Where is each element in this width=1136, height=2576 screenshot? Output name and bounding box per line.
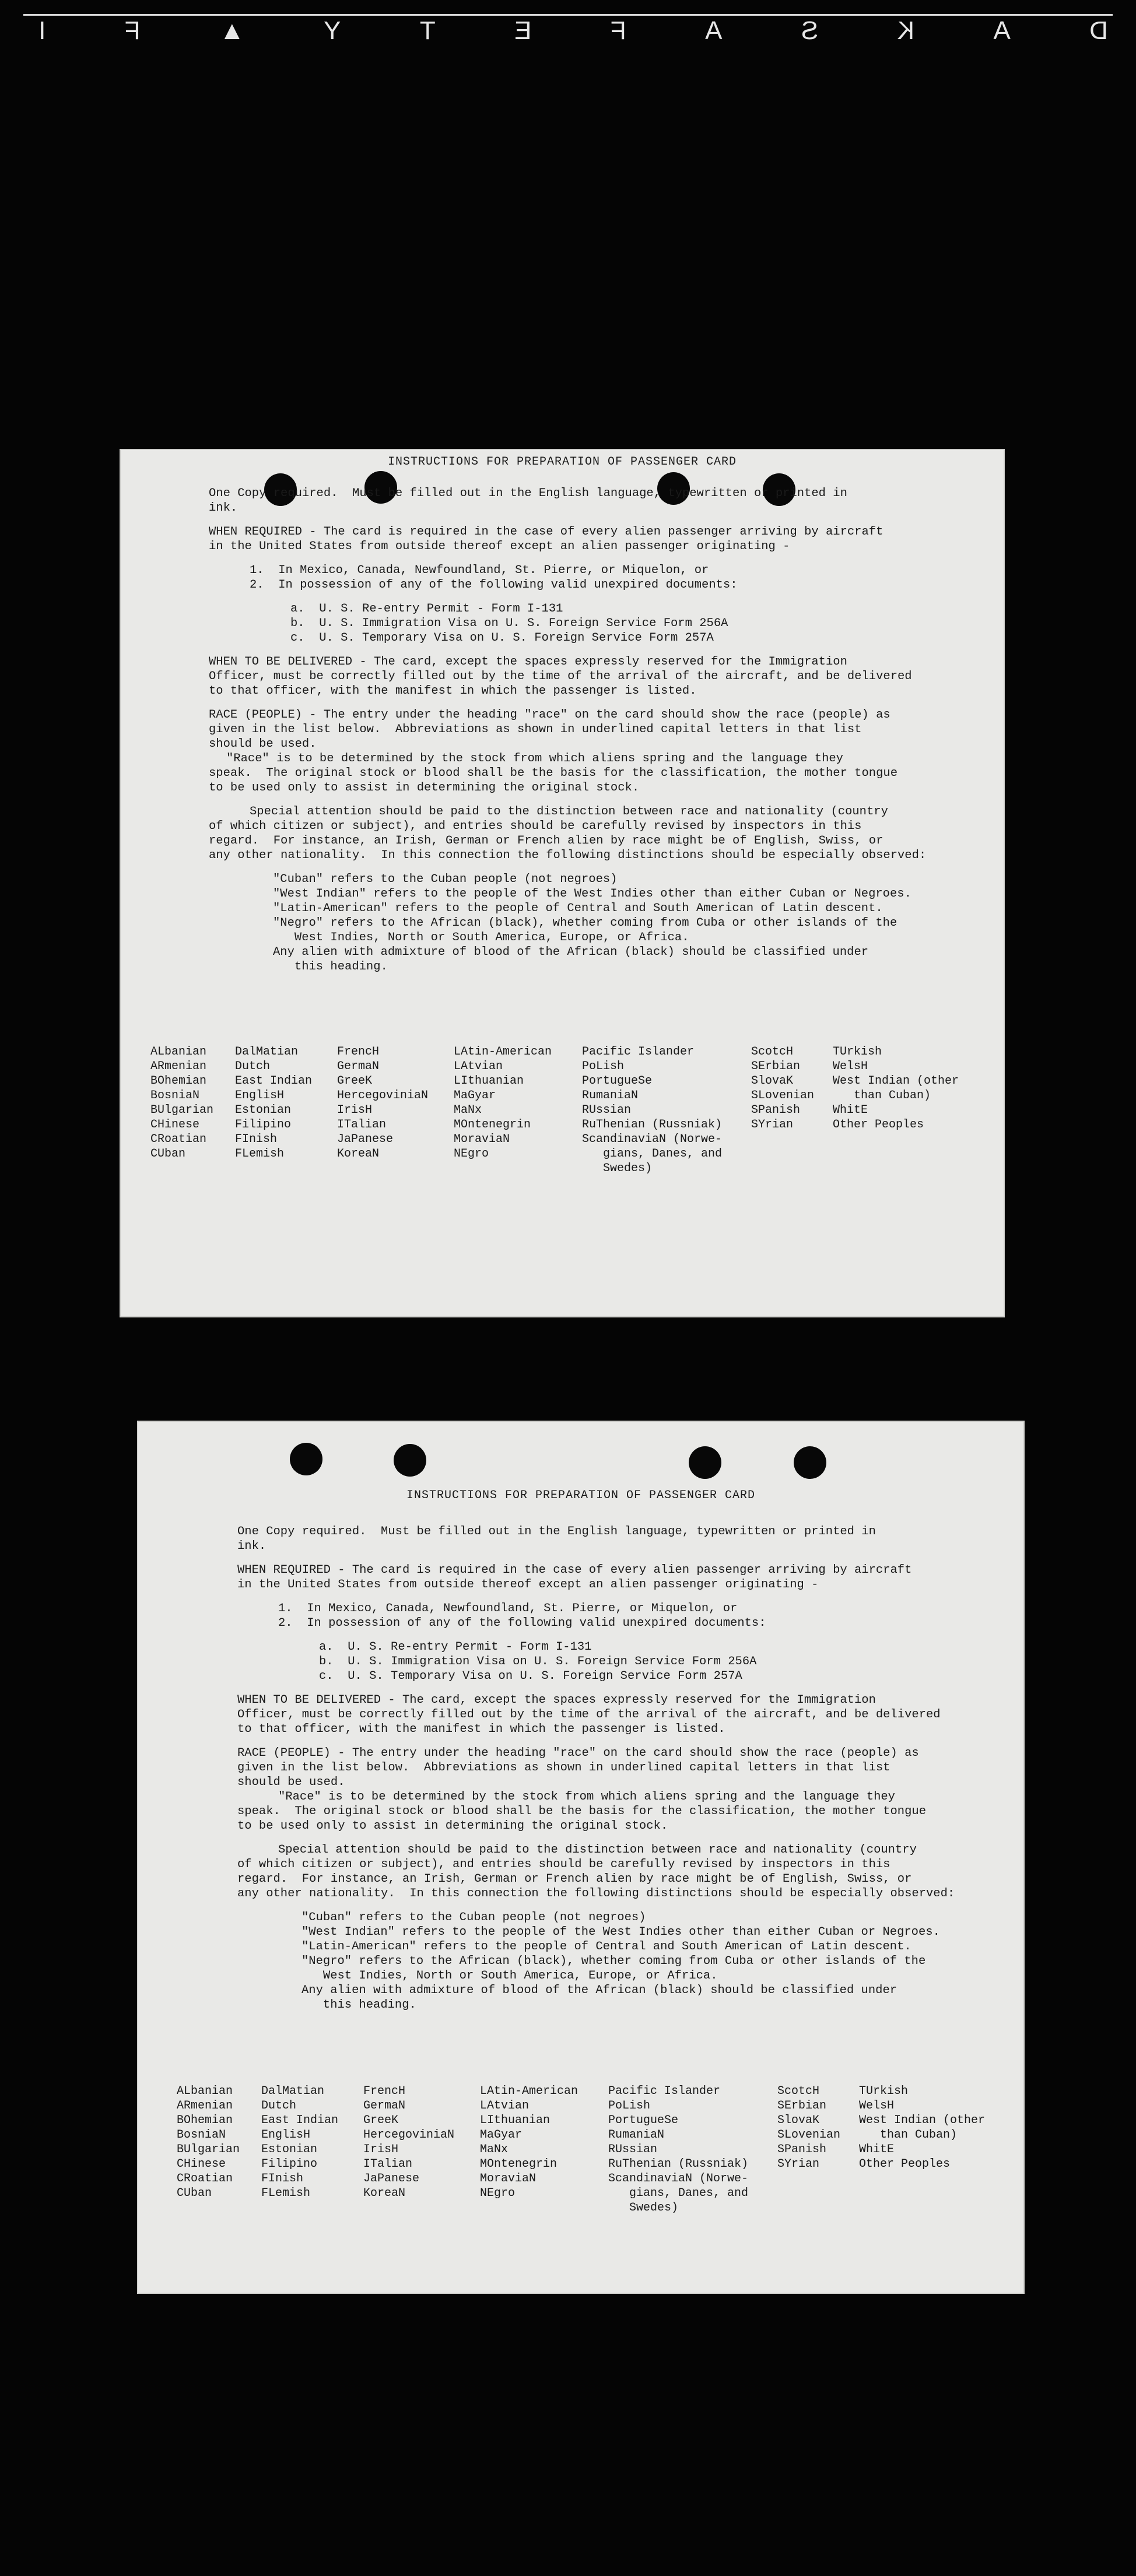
race-item: CUban [150, 1147, 186, 1161]
race-item: RUssian [608, 2143, 658, 2156]
distinctions-list: "Cuban" refers to the Cuban people (not negroes) "West Indian" refers to the people of the West Indies other than either Cuban or Negroes. "Latin-American" refers to the people of Central and South American of Latin descent. "Negro" refers to the African (black), whether coming from Cuba or other islands of the West Indies, North or South America, Europe, or Africa. Any alien with admixture of blood of the African (black) should be classified under this heading. [273, 873, 911, 974]
race-item: SLovenian [751, 1089, 815, 1102]
race-item: DalMatian [261, 2085, 325, 2098]
race-item: LAtin-American [454, 1045, 552, 1059]
race-item: than Cuban) [833, 1089, 931, 1102]
race-determined-paragraph: "Race" is to be determined by the stock from which aliens spring and the language they speak. The original stock or blood shall be the basis for the classification, the mother tongue to be used only to assist in determining the original stock. [237, 1790, 926, 1833]
race-item: NEgro [454, 1147, 489, 1161]
document-text [120, 449, 1005, 1317]
race-column [363, 2084, 480, 2215]
race-item: BosniaN [177, 2128, 226, 2142]
race-item: SLovenian [777, 2128, 841, 2142]
race-item: IrisH [363, 2143, 399, 2156]
film-header-rule [23, 14, 1113, 16]
race-item: WhitE [859, 2143, 895, 2156]
conditions-list: 1. In Mexico, Canada, Newfoundland, St. Pierre, or Miquelon, or 2. In possession of any of the following valid unexpired documents: [250, 564, 738, 592]
when-delivered-paragraph: WHEN TO BE DELIVERED - The card, except the spaces expressly reserved for the Immigration Officer, must be correctly filled out by the time of the arrival of the aircraft, and be delivered to that officer, with the manifest in which the passenger is listed. [209, 655, 912, 698]
race-column [480, 2084, 608, 2215]
when-delivered-paragraph: WHEN TO BE DELIVERED - The card, except the spaces expressly reserved for the Immigration Officer, must be correctly filled out by the time of the arrival of the aircraft, and be delivered to that officer, with the manifest in which the passenger is listed. [237, 1693, 941, 1736]
race-item: PortugueSe [582, 1074, 653, 1088]
race-item: PoLish [582, 1060, 625, 1073]
race-item: PortugueSe [608, 2114, 679, 2127]
document-title: INSTRUCTIONS FOR PREPARATION OF PASSENGER CARD [406, 1489, 756, 1502]
document-body [237, 1524, 1007, 2012]
race-item: WhitE [833, 1104, 868, 1117]
document-text [137, 1421, 1025, 2294]
documents-list: a. U. S. Re-entry Permit - Form I-131 b. U. S. Immigration Visa on U. S. Foreign Service Form 256A c. U. S. Temporary Visa on U. S. Foreign Service Form 257A [290, 602, 728, 645]
race-item: West Indian (other [833, 1074, 959, 1088]
film-header-strip [0, 0, 1136, 52]
race-item: Pacific Islander [582, 1045, 695, 1059]
race-item: PoLish [608, 2099, 651, 2113]
race-item: Estonian [235, 1104, 292, 1117]
distinctions-list: "Cuban" refers to the Cuban people (not negroes) "West Indian" refers to the people of the West Indies other than either Cuban or Negroes. "Latin-American" refers to the people of Central and South American of Latin descent. "Negro" refers to the African (black), whether coming from Cuba or other islands of the West Indies, North or South America, Europe, or Africa. Any alien with admixture of blood of the African (black) should be classified under this heading. [301, 1911, 940, 2012]
film-letter: T [416, 16, 436, 45]
race-item: FInish [261, 2172, 304, 2185]
film-letter: F [121, 16, 141, 45]
race-item: GreeK [363, 2114, 399, 2127]
race-item: KoreaN [337, 1147, 380, 1161]
race-item: ScandinaviaN (Norwe- [608, 2172, 749, 2185]
race-column [235, 1045, 337, 1176]
race-determined-paragraph: "Race" is to be determined by the stock from which aliens spring and the language they speak. The original stock or blood shall be the basis for the classification, the mother tongue to be used only to assist in determining the original stock. [209, 752, 897, 795]
race-item: BUlgarian [177, 2143, 240, 2156]
race-item: RUssian [582, 1104, 632, 1117]
race-column [582, 1045, 751, 1176]
race-item: SlovaK [777, 2114, 820, 2127]
race-item: LAtin-American [480, 2085, 578, 2098]
document-page-2 [137, 1421, 1025, 2294]
race-item: IrisH [337, 1104, 373, 1117]
film-letter: D [1086, 16, 1108, 45]
race-item: GermaN [363, 2099, 406, 2113]
race-column [777, 2084, 859, 2215]
race-item: ScandinaviaN (Norwe- [582, 1133, 723, 1146]
document-body [209, 486, 979, 974]
document-page-1 [120, 449, 1005, 1317]
intro-paragraph: One Copy required. Must be filled out in the English language, typewritten or printed in ink. [209, 487, 847, 515]
race-item: MaGyar [454, 1089, 496, 1102]
race-item: MOntenegrin [454, 1118, 531, 1131]
document-title: INSTRUCTIONS FOR PREPARATION OF PASSENGER CARD [387, 455, 737, 469]
race-item: CHinese [150, 1118, 200, 1131]
race-item: FInish [235, 1133, 278, 1146]
race-item: Filipino [235, 1118, 292, 1131]
film-letter: A [990, 16, 1011, 45]
race-item: MaNx [454, 1104, 482, 1117]
race-item: LIthuanian [454, 1074, 524, 1088]
race-item: TUrkish [859, 2085, 909, 2098]
race-column [833, 1045, 979, 1176]
race-item: LIthuanian [480, 2114, 551, 2127]
race-item: Other Peoples [833, 1118, 924, 1131]
race-column [177, 2084, 261, 2215]
film-letter: S [797, 16, 819, 45]
race-item: Swedes) [582, 1162, 653, 1175]
conditions-list: 1. In Mexico, Canada, Newfoundland, St. Pierre, or Miquelon, or 2. In possession of any of the following valid unexpired documents: [278, 1602, 766, 1630]
special-attention-paragraph: Special attention should be paid to the distinction between race and nationality (country of which citizen or subject), and entries should be carefully revised by inspectors in this regard. For instance, an Irish, German or French alien by race might be of English, Swiss, or any other nationality. In this connection the following distinctions should be especially observed: [237, 1843, 955, 1900]
race-item: East Indian [261, 2114, 339, 2127]
race-item: SErbian [751, 1060, 801, 1073]
when-required-paragraph: WHEN REQUIRED - The card is required in the case of every alien passenger arriving by aircraft in the United States from outside thereof except an alien passenger originating - [237, 1563, 912, 1591]
race-item: NEgro [480, 2187, 516, 2200]
race-item: Other Peoples [859, 2157, 951, 2171]
race-item: LAtvian [480, 2099, 530, 2113]
race-item: MOntenegrin [480, 2157, 558, 2171]
race-item: GreeK [337, 1074, 373, 1088]
race-item: HercegoviniaN [337, 1089, 429, 1102]
race-item: RumaniaN [582, 1089, 639, 1102]
film-letter: Y [320, 16, 341, 45]
race-item: WelsH [859, 2099, 895, 2113]
race-column [337, 1045, 454, 1176]
race-item: Dutch [261, 2099, 297, 2113]
race-item: CRoatian [150, 1133, 207, 1146]
race-item: BOhemian [150, 1074, 207, 1088]
race-item: ARmenian [150, 1060, 207, 1073]
film-letter: F [606, 16, 626, 45]
race-column [751, 1045, 833, 1176]
when-required-paragraph: WHEN REQUIRED - The card is required in the case of every alien passenger arriving by aircraft in the United States from outside thereof except an alien passenger originating - [209, 525, 883, 553]
race-item: CRoatian [177, 2172, 233, 2185]
race-item: ARmenian [177, 2099, 233, 2113]
race-item: SPanish [751, 1104, 801, 1117]
race-item: gians, Danes, and [582, 1147, 723, 1161]
race-item: SlovaK [751, 1074, 794, 1088]
race-item: MaNx [480, 2143, 509, 2156]
film-letter: A [702, 16, 723, 45]
race-item: FrencH [363, 2085, 406, 2098]
intro-paragraph: One Copy required. Must be filled out in the English language, typewritten or printed in ink. [237, 1525, 876, 1553]
race-item: Swedes) [608, 2201, 679, 2215]
film-letter: K [893, 16, 915, 45]
race-item: SYrian [751, 1118, 794, 1131]
special-attention-paragraph: Special attention should be paid to the distinction between race and nationality (country of which citizen or subject), and entries should be carefully revised by inspectors in this regard. For instance, an Irish, German or French alien by race might be of English, Swiss, or any other nationality. In this connection the following distinctions should be especially observed: [209, 805, 927, 862]
race-item: HercegoviniaN [363, 2128, 455, 2142]
race-item: East Indian [235, 1074, 313, 1088]
race-item: KoreaN [363, 2187, 406, 2200]
race-people-paragraph: RACE (PEOPLE) - The entry under the heading "race" on the card should show the race (people) as given in the list below. Abbreviations as shown in underlined capital letters in that list should be used. [237, 1746, 919, 1789]
race-item: SPanish [777, 2143, 827, 2156]
race-item: SErbian [777, 2099, 827, 2113]
race-item: CHinese [177, 2157, 226, 2171]
race-item: than Cuban) [859, 2128, 958, 2142]
race-item: WelsH [833, 1060, 868, 1073]
race-item: ALbanian [150, 1045, 207, 1059]
race-item: EnglisH [235, 1089, 285, 1102]
race-item: JaPanese [337, 1133, 394, 1146]
race-list-table [177, 2084, 1016, 2215]
race-item: SYrian [777, 2157, 820, 2171]
race-column [608, 2084, 777, 2215]
race-item: RumaniaN [608, 2128, 665, 2142]
race-item: Dutch [235, 1060, 271, 1073]
race-item: FrencH [337, 1045, 380, 1059]
race-item: Pacific Islander [608, 2085, 721, 2098]
race-item: MaGyar [480, 2128, 523, 2142]
race-item: Filipino [261, 2157, 318, 2171]
race-item: JaPanese [363, 2172, 420, 2185]
race-item: ScotcH [751, 1045, 794, 1059]
documents-list: a. U. S. Re-entry Permit - Form I-131 b. U. S. Immigration Visa on U. S. Foreign Service Form 256A c. U. S. Temporary Visa on U. S. Foreign Service Form 257A [319, 1640, 757, 1683]
race-item: TUrkish [833, 1045, 882, 1059]
race-item: gians, Danes, and [608, 2187, 749, 2200]
race-column [261, 2084, 363, 2215]
race-item: MoraviaN [454, 1133, 510, 1146]
race-item: FLemish [235, 1147, 285, 1161]
film-letter: I [35, 16, 46, 45]
race-column [150, 1045, 235, 1176]
film-letter: ▲ [216, 16, 245, 45]
race-people-paragraph: RACE (PEOPLE) - The entry under the heading "race" on the card should show the race (people) as given in the list below. Abbreviations as shown in underlined capital letters in that list should be used. [209, 708, 890, 751]
race-item: ITalian [337, 1118, 387, 1131]
race-item: Estonian [261, 2143, 318, 2156]
race-item: RuThenian (Russniak) [608, 2157, 749, 2171]
race-item: FLemish [261, 2187, 311, 2200]
race-item: LAtvian [454, 1060, 503, 1073]
race-item: CUban [177, 2187, 212, 2200]
film-header-lettering [35, 16, 1108, 51]
race-column [859, 2084, 1005, 2215]
race-item: EnglisH [261, 2128, 311, 2142]
race-item: DalMatian [235, 1045, 299, 1059]
race-item: West Indian (other [859, 2114, 986, 2127]
race-item: MoraviaN [480, 2172, 537, 2185]
race-item: BOhemian [177, 2114, 233, 2127]
race-column [454, 1045, 582, 1176]
race-list-table [150, 1045, 990, 1176]
race-item: GermaN [337, 1060, 380, 1073]
race-item: ScotcH [777, 2085, 820, 2098]
race-item: BUlgarian [150, 1104, 214, 1117]
race-item: ALbanian [177, 2085, 233, 2098]
race-item: RuThenian (Russniak) [582, 1118, 723, 1131]
race-item: ITalian [363, 2157, 413, 2171]
race-item: BosniaN [150, 1089, 200, 1102]
film-letter: E [511, 16, 532, 45]
